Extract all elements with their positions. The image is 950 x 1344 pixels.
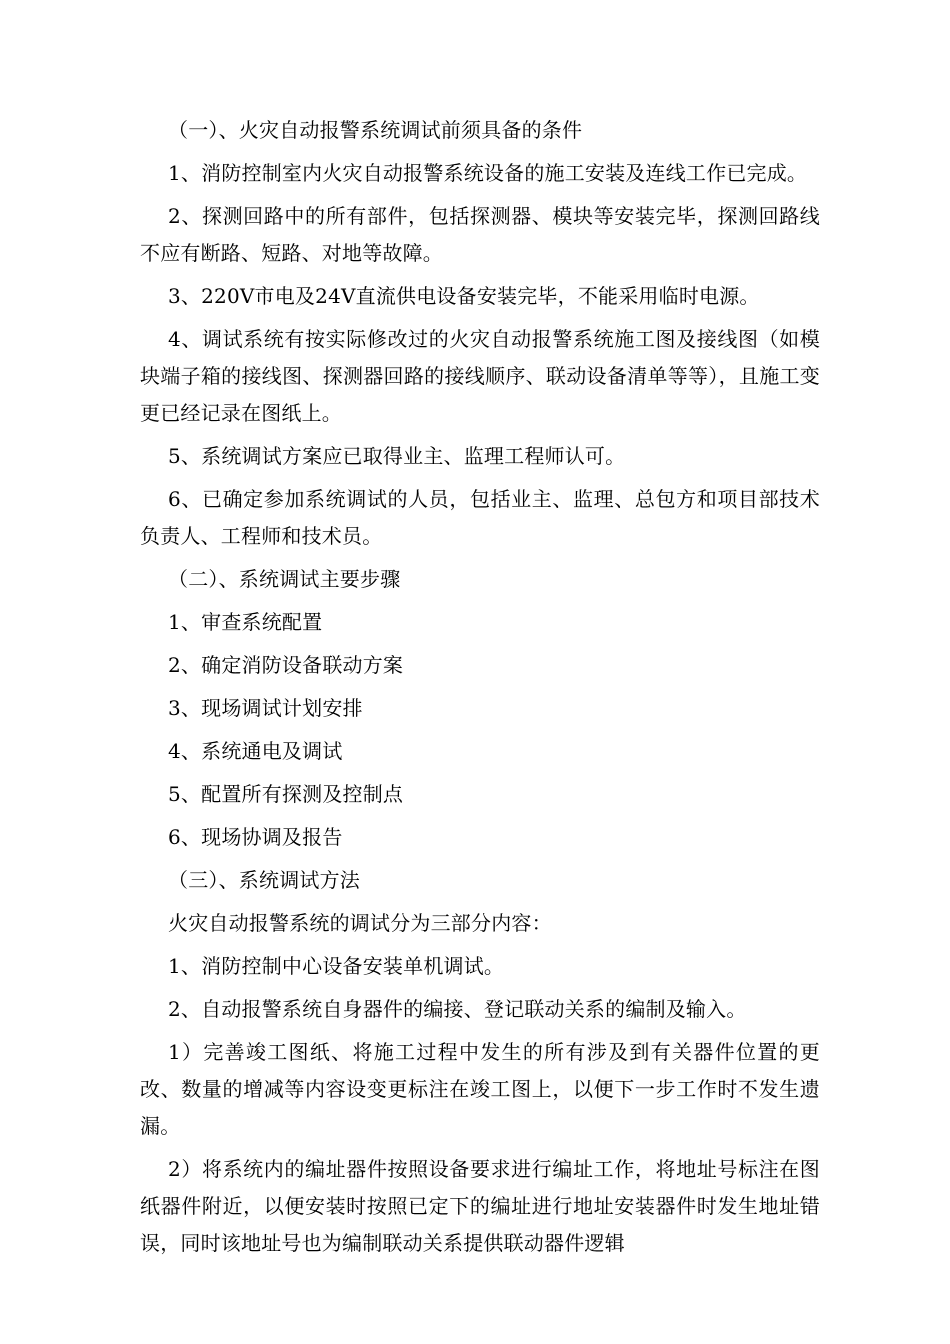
paragraph-1-3: 3、220V市电及24V直流供电设备安装完毕，不能采用临时电源。 xyxy=(168,284,760,308)
method-2-sub-1: 1）完善竣工图纸、将施工过程中发生的所有涉及到有关器件位置的更改、数量的增减等内容设变更标注在竣工图上，以便下一步工作时不发生遗漏。 xyxy=(140,1040,820,1138)
paragraph-1-5: 5、系统调试方案应已取得业主、监理工程师认可。 xyxy=(168,444,626,468)
method-intro: 火灾自动报警系统的调试分为三部分内容： xyxy=(168,911,552,935)
method-2: 2、自动报警系统自身器件的编接、登记联动关系的编制及输入。 xyxy=(168,997,747,1021)
paragraph-1-1: 1、消防控制室内火灾自动报警系统设备的施工安装及连线工作已完成。 xyxy=(168,161,808,185)
document-page xyxy=(140,112,820,1268)
paragraph-1-2: 2、探测回路中的所有部件，包括探测器、模块等安装完毕，探测回路线不应有断路、短路、对地等故障。 xyxy=(140,204,820,265)
step-6: 6、现场协调及报告 xyxy=(168,825,343,849)
step-1: 1、审查系统配置 xyxy=(168,610,323,634)
method-1: 1、消防控制中心设备安装单机调试。 xyxy=(168,954,505,978)
method-2-sub-2: 2）将系统内的编址器件按照设备要求进行编址工作，将地址号标注在图纸器件附近，以便安装时按照已定下的编址进行地址安装器件时发生地址错误，同时该地址号也为编制联动关系提供联动器件逻辑 xyxy=(140,1157,820,1255)
section-heading-2: （二）、系统调试主要步骤 xyxy=(168,567,401,591)
step-4: 4、系统通电及调试 xyxy=(168,739,343,763)
step-3: 3、现场调试计划安排 xyxy=(168,696,363,720)
paragraph-1-6: 6、已确定参加系统调试的人员，包括业主、监理、总包方和项目部技术负责人、工程师和技术员。 xyxy=(140,487,820,548)
step-2: 2、确定消防设备联动方案 xyxy=(168,653,404,677)
paragraph-1-4: 4、调试系统有按实际修改过的火灾自动报警系统施工图及接线图（如模块端子箱的接线图、探测器回路的接线顺序、联动设备清单等等），且施工变更已经记录在图纸上。 xyxy=(140,327,820,425)
step-5: 5、配置所有探测及控制点 xyxy=(168,782,404,806)
section-heading-1: （一）、火灾自动报警系统调试前须具备的条件 xyxy=(168,118,583,142)
section-heading-3: （三）、系统调试方法 xyxy=(168,868,360,892)
